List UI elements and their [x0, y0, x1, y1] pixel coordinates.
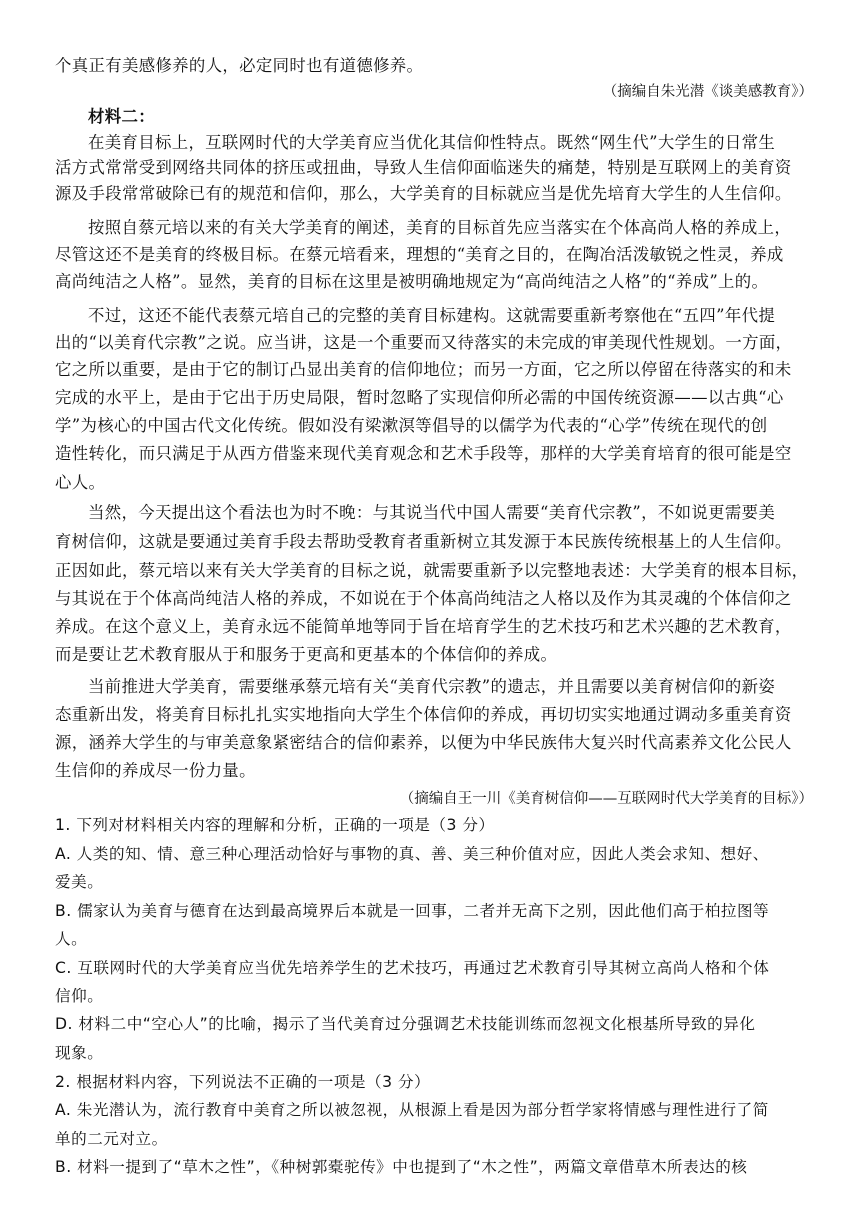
question-1-option-b-cont: 人。 — [55, 930, 88, 948]
text-line: 个真正有美感修养的人，必定同时也有道德修养。 — [55, 56, 424, 75]
paragraph-line: 与其说在于个体高尚纯洁人格的养成，不如说在于个体高尚纯洁之人格以及作为其灵魂的个体信仰之 — [55, 589, 792, 608]
paragraph-line: 按照自蔡元培以来的有关大学美育的阐述，美育的目标首先应当落实在个体高尚人格的养成上， — [88, 218, 792, 237]
question-1-option-d-cont: 现象。 — [55, 1044, 104, 1062]
question-1-option-c: C. 互联网时代的大学美育应当优先培养学生的艺术技巧，再通过艺术教育引导其树立高尚人格和个体 — [55, 959, 770, 977]
question-1-option-a: A. 人类的知、情、意三种心理活动恰好与事物的真、善、美三种价值对应，因此人类会求知、想好、 — [55, 845, 769, 863]
paragraph-line: 态重新出发，将美育目标扎扎实实地指向大学生个体信仰的养成，再切切实实地通过调动多重美育资 — [55, 705, 792, 724]
question-1-option-c-cont: 信仰。 — [55, 987, 104, 1005]
question-2-option-a: A. 朱光潜认为，流行教育中美育之所以被忽视，从根源上看是因为部分哲学家将情感与理性进行了简 — [55, 1101, 769, 1119]
source-citation: （摘编自朱光潜《谈美感教育》） — [602, 84, 813, 100]
section-heading: 材料二： — [88, 107, 155, 126]
paragraph-line: 正因如此，蔡元培以来有关大学美育的目标之说，就需要重新予以完整地表述：大学美育的根本目标， — [55, 561, 809, 580]
paragraph-line: 活方式常常受到网络共同体的挤压或扭曲，导致人生信仰面临迷失的痛楚，特别是互联网上的美育资 — [55, 158, 792, 177]
question-1-stem: 1. 下列对材料相关内容的理解和分析，正确的一项是（3 分） — [55, 816, 495, 834]
paragraph-line: 不过，这还不能代表蔡元培自己的完整的美育目标建构。这就需要重新考察他在“五四”年代提 — [88, 306, 776, 325]
question-1-option-d: D. 材料二中“空心人”的比喻，揭示了当代美育过分强调艺术技能训练而忽视文化根基所导致的异化 — [55, 1015, 756, 1033]
paragraph-line: 育树信仰，这就是要通过美育手段去帮助受教育者重新树立其发源于本民族传统根基上的人生信仰。 — [55, 532, 792, 551]
paragraph-line: 养成。在这个意义上，美育永远不能简单地等同于旨在培育学生的艺术技巧和艺术兴趣的艺术教育， — [55, 617, 792, 636]
paragraph-line: 尽管这还不是美育的终极目标。在蔡元培看来，理想的“美育之目的，在陶冶活泼敏锐之性灵，养成 — [55, 245, 784, 264]
source-citation: （摘编自王一川《美育树信仰——互联网时代大学美育的目标》） — [399, 791, 813, 807]
paragraph-line: 完成的水平上，是由于它出于历史局限，暂时忽略了实现信仰所必需的中国传统资源——以古典“心 — [55, 388, 784, 407]
paragraph-line: 学”为核心的中国古代文化传统。假如没有梁漱溟等倡导的以儒学为代表的“心学”传统在现代的创 — [55, 416, 768, 435]
paragraph-line: 生信仰的养成尽一份力量。 — [55, 761, 256, 780]
paragraph-line: 它之所以重要，是由于它的制订凸显出美育的信仰地位；而另一方面，它之所以停留在待落实的和未 — [55, 360, 792, 379]
paragraph-line: 出的“以美育代宗教”之说。应当讲，这是一个重要而又待落实的未完成的审美现代性规划。一方面， — [55, 333, 793, 352]
question-2-option-b: B. 材料一提到了“草木之性”，《种树郭橐驼传》中也提到了“木之性”，两篇文章借草木所表达的核 — [55, 1158, 748, 1176]
paragraph-line: 造性转化，而只满足于从西方借鉴来现代美育观念和艺术手段等，那样的大学美育培育的很可能是空 — [55, 444, 792, 463]
paragraph-line: 当然，今天提出这个看法也为时不晚：与其说当代中国人需要“美育代宗教”，不如说更需要美 — [88, 503, 776, 522]
paragraph-line: 在美育目标上，互联网时代的大学美育应当优化其信仰性特点。既然“网生代”大学生的日常生 — [88, 133, 776, 152]
question-2-option-a-cont: 单的二元对立。 — [55, 1130, 168, 1148]
paragraph-line: 而是要让艺术教育服从于和服务于更高和更基本的个体信仰的养成。 — [55, 645, 558, 664]
question-2-stem: 2. 根据材料内容，下列说法不正确的一项是（3 分） — [55, 1073, 431, 1091]
question-1-option-b: B. 儒家认为美育与德育在达到最高境界后本就是一回事，二者并无高下之别，因此他们高于柏拉图等 — [55, 902, 770, 920]
question-1-option-a-cont: 爱美。 — [55, 873, 104, 891]
paragraph-line: 源，涵养大学生的与审美意象紧密结合的信仰素养，以便为中华民族伟大复兴时代高素养文化公民人 — [55, 733, 792, 752]
paragraph-line: 当前推进大学美育，需要继承蔡元培有关“美育代宗教”的遗志，并且需要以美育树信仰的新姿 — [88, 677, 776, 696]
paragraph-line: 心人。 — [55, 473, 106, 492]
paragraph-line: 高尚纯洁之人格”。显然，美育的目标在这里是被明确地规定为“高尚纯洁之人格”的“养成”上的。 — [55, 272, 769, 291]
paragraph-line: 源及手段常常破除已有的规范和信仰，那么，大学美育的目标就应当是优先培育大学生的人生信仰。 — [55, 184, 792, 203]
